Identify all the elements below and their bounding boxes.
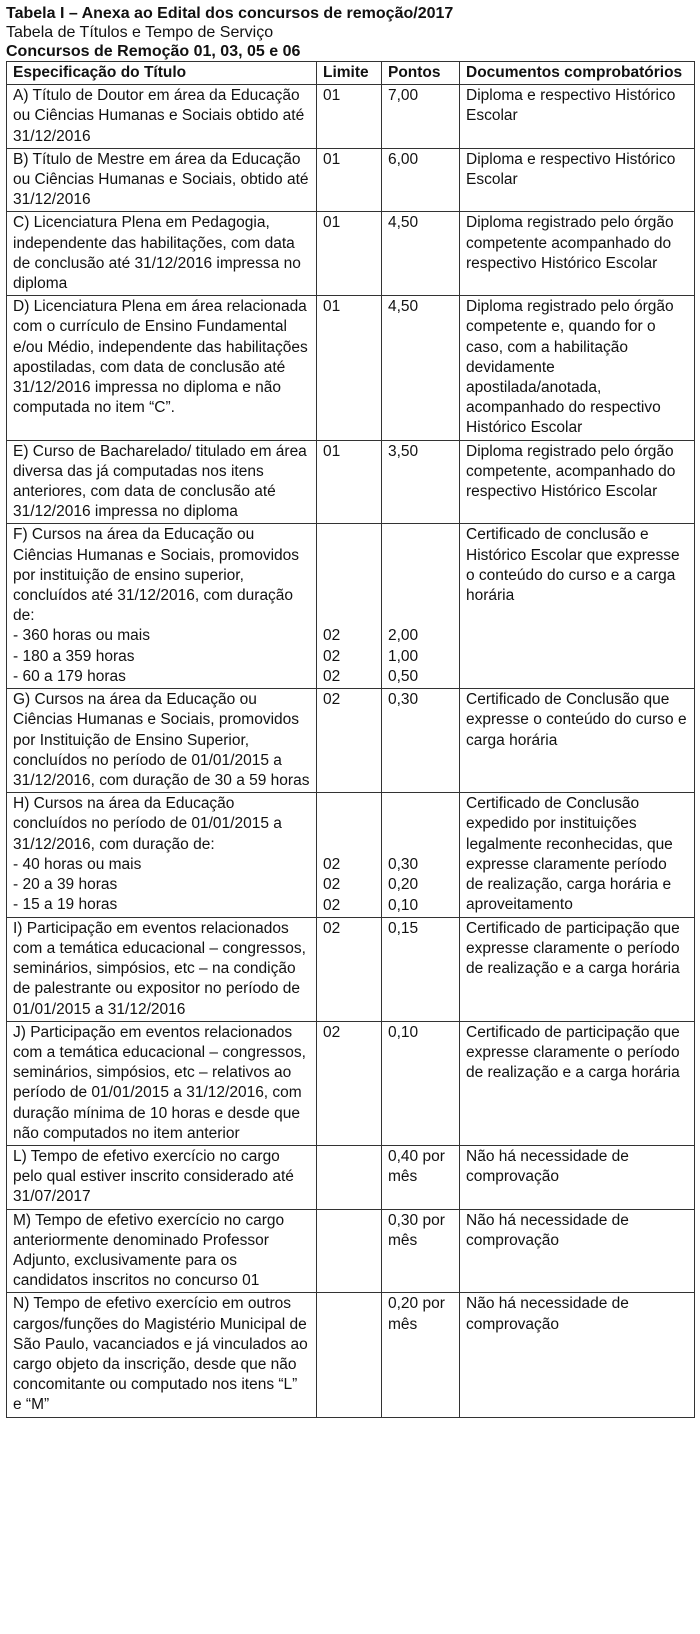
- column-header-limit: Limite: [317, 62, 382, 85]
- table-row: [7, 524, 695, 689]
- cell-limit: [317, 296, 382, 440]
- cell-points-value: 0,30: [388, 691, 419, 709]
- cell-spec: [7, 148, 317, 212]
- cell-limit-value: 02: [323, 1023, 341, 1041]
- cell-points: [382, 524, 460, 689]
- docs-text: Diploma e respectivo Histórico Escolar: [466, 150, 680, 189]
- table-row: [7, 1293, 695, 1417]
- cell-points-value: 6,00: [388, 150, 419, 168]
- cell-points: [382, 85, 460, 149]
- cell-docs: [460, 689, 695, 793]
- cell-limit-value: 01: [323, 442, 341, 460]
- cell-points: [382, 917, 460, 1021]
- cell-points-value: 4,50: [388, 298, 419, 316]
- cell-limit: [317, 1021, 382, 1145]
- spec-text: F) Cursos na área da Educação ou Ciências Humanas e Sociais, promovidos por instituição de ensino superior, concluídos até 31/12/2016, com duração de:: [13, 526, 304, 625]
- cell-spec: [7, 212, 317, 296]
- spec-text: I) Participação em eventos relacionados com a temática educacional – congressos, seminários, simpósios, etc – na condição de palestrante ou expositor no período de 01/01/2015 a 31/12/2016: [13, 919, 311, 1018]
- cell-points: [382, 1021, 460, 1145]
- cell-limit: [317, 689, 382, 793]
- cell-limit-value: 01: [323, 214, 341, 232]
- cell-limit-value: 01: [323, 298, 341, 316]
- cell-limit: [317, 440, 382, 524]
- cell-docs: [460, 524, 695, 689]
- table-row: [7, 296, 695, 440]
- spec-text: L) Tempo de efetivo exercício no cargo pelo qual estiver inscrito considerado até 31/07/2017: [13, 1147, 299, 1206]
- document-title: Tabela I – Anexa ao Edital dos concursos de remoção/2017: [6, 5, 454, 22]
- spec-text: N) Tempo de efetivo exercício em outros cargos/funções do Magistério Municipal de São Paulo, vacanciados e já vinculados ao cargo objeto da inscrição, desde que não concomitante ou computado nos itens “L” e “M”: [13, 1295, 313, 1414]
- table-header-row: [7, 62, 695, 85]
- cell-docs: [460, 793, 695, 918]
- cell-points-value: 4,50: [388, 214, 419, 232]
- cell-limit-value: 02: [323, 627, 341, 645]
- cell-docs: [460, 296, 695, 440]
- cell-spec: [7, 1021, 317, 1145]
- cell-docs: [460, 85, 695, 149]
- column-header-spec: Especificação do Título: [7, 62, 317, 85]
- cell-docs: [460, 440, 695, 524]
- docs-text: Certificado de Conclusão que expresse o conteúdo do curso e carga horária: [466, 691, 691, 749]
- cell-spec: [7, 793, 317, 918]
- cell-limit-value: 01: [323, 150, 341, 168]
- cell-limit: [317, 1293, 382, 1417]
- cell-spec: [7, 917, 317, 1021]
- spec-sub-item: - 360 horas ou mais: [13, 627, 150, 645]
- cell-docs: [460, 1293, 695, 1417]
- table-body: [7, 85, 695, 1417]
- docs-text: Diploma registrado pelo órgão competente acompanhado do respectivo Histórico Escolar: [466, 214, 678, 272]
- cell-points: [382, 1293, 460, 1417]
- column-header-docs: Documentos comprobatórios: [460, 62, 695, 85]
- cell-spec: [7, 524, 317, 689]
- cell-limit: [317, 917, 382, 1021]
- cell-points: [382, 148, 460, 212]
- table-row: [7, 1021, 695, 1145]
- cell-docs: [460, 1209, 695, 1293]
- docs-text: Certificado de conclusão e Histórico Escolar que expresse o conteúdo do curso e a carga horária: [466, 526, 684, 605]
- cell-spec: [7, 296, 317, 440]
- cell-limit: [317, 148, 382, 212]
- spec-sub-item: - 40 horas ou mais: [13, 855, 142, 873]
- cell-docs: [460, 917, 695, 1021]
- cell-points-value: 0,10: [388, 896, 419, 914]
- cell-docs: [460, 1021, 695, 1145]
- cell-points: [382, 296, 460, 440]
- spec-text: B) Título de Mestre em área da Educação ou Ciências Humanas e Sociais, obtido até 31/12/2016: [13, 150, 313, 209]
- spec-sub-item: - 15 a 19 horas: [13, 896, 118, 914]
- cell-spec: [7, 440, 317, 524]
- section-heading: Concursos de Remoção 01, 03, 05 e 06: [6, 43, 301, 60]
- cell-points-value: 1,00: [388, 647, 419, 665]
- cell-limit-value: 02: [323, 919, 341, 937]
- spec-text: H) Cursos na área da Educação concluídos no período de 01/01/2015 a 31/12/2016, com duração de:: [13, 795, 287, 853]
- cell-limit-value: 02: [323, 896, 341, 914]
- cell-points-value: 0,20 por mês: [388, 1295, 450, 1333]
- docs-text: Diploma registrado pelo órgão competente e, quando for o caso, com a habilitação devidamente apostilada/anotada, acompanhado do respectivo Histórico Escolar: [466, 298, 678, 437]
- cell-points: [382, 212, 460, 296]
- cell-points: [382, 1145, 460, 1209]
- table-row: [7, 212, 695, 296]
- cell-spec: [7, 689, 317, 793]
- docs-text: Não há necessidade de comprovação: [466, 1295, 634, 1333]
- cell-docs: [460, 1145, 695, 1209]
- cell-limit-value: 02: [323, 667, 341, 685]
- table-row: [7, 85, 695, 149]
- docs-text: Diploma e respectivo Histórico Escolar: [466, 87, 680, 125]
- table-row: [7, 440, 695, 524]
- docs-text: Diploma registrado pelo órgão competente, acompanhado do respectivo Histórico Escolar: [466, 442, 680, 501]
- cell-limit-value: 02: [323, 647, 341, 665]
- cell-limit: [317, 1209, 382, 1293]
- document-subtitle: Tabela de Títulos e Tempo de Serviço: [6, 24, 274, 41]
- cell-spec: [7, 85, 317, 149]
- cell-limit: [317, 212, 382, 296]
- cell-points-value: 0,30: [388, 856, 419, 874]
- spec-text: D) Licenciatura Plena em área relacionada com o currículo de Ensino Fundamental e/ou Médio, independente das habilitações apostiladas, com data de conclusão até 31/12/2016 impressa no diploma e não computada no item “C”.: [13, 298, 313, 417]
- cell-spec: [7, 1145, 317, 1209]
- cell-points-value: 0,50: [388, 667, 419, 685]
- docs-text: Certificado de Conclusão expedido por instituições legalmente reconhecidas, que expresse claramente período de realização, carga horária e aproveitamento: [466, 795, 678, 914]
- cell-points-value: 0,10: [388, 1023, 419, 1041]
- cell-points-value: 2,00: [388, 627, 419, 645]
- document-page: [6, 4, 694, 1418]
- cell-points-value: 0,20: [388, 876, 419, 894]
- cell-points: [382, 440, 460, 524]
- cell-points-value: 0,30 por mês: [388, 1211, 450, 1249]
- cell-points: [382, 689, 460, 793]
- cell-points-value: 7,00: [388, 87, 419, 105]
- docs-text: Não há necessidade de comprovação: [466, 1211, 634, 1249]
- cell-points-value: 0,15: [388, 919, 419, 937]
- cell-limit-value: 02: [323, 856, 341, 874]
- cell-points-value: 3,50: [388, 442, 419, 460]
- cell-limit: [317, 524, 382, 689]
- titles-table: [6, 61, 695, 1418]
- cell-points-value: 0,40 por mês: [388, 1147, 450, 1186]
- spec-text: G) Cursos na área da Educação ou Ciências Humanas e Sociais, promovidos por Instituição de Ensino Superior, concluídos no período de 01/01/2015 a 31/12/2016, com duração de 30 a 59 horas: [13, 691, 310, 789]
- docs-text: Certificado de participação que expresse claramente o período de realização e a carga horária: [466, 919, 684, 978]
- spec-text: E) Curso de Bacharelado/ titulado em área diversa das já computadas nos itens anteriores, com data de conclusão até 31/12/2016 impressa no diploma: [13, 442, 312, 521]
- cell-docs: [460, 148, 695, 212]
- cell-spec: [7, 1293, 317, 1417]
- table-row: [7, 1209, 695, 1293]
- table-row: [7, 689, 695, 793]
- cell-limit-value: 02: [323, 876, 341, 894]
- table-row: [7, 917, 695, 1021]
- cell-points: [382, 793, 460, 918]
- cell-points: [382, 1209, 460, 1293]
- spec-text: M) Tempo de efetivo exercício no cargo anteriormente denominado Professor Adjunto, exclusivamente para os candidatos inscritos no concurso 01: [13, 1211, 289, 1290]
- cell-limit-value: 02: [323, 691, 341, 709]
- spec-sub-item: - 180 a 359 horas: [13, 647, 135, 665]
- table-row: [7, 1145, 695, 1209]
- table-row: [7, 148, 695, 212]
- cell-limit: [317, 793, 382, 918]
- cell-limit: [317, 1145, 382, 1209]
- docs-text: Não há necessidade de comprovação: [466, 1147, 634, 1186]
- spec-sub-item: - 60 a 179 horas: [13, 667, 126, 685]
- table-row: [7, 793, 695, 918]
- spec-text: A) Título de Doutor em área da Educação ou Ciências Humanas e Sociais obtido até 31/12/2016: [13, 87, 309, 145]
- cell-limit-value: 01: [323, 87, 341, 105]
- cell-limit: [317, 85, 382, 149]
- cell-docs: [460, 212, 695, 296]
- docs-text: Certificado de participação que expresse claramente o período de realização e a carga horária: [466, 1023, 684, 1082]
- cell-spec: [7, 1209, 317, 1293]
- spec-text: C) Licenciatura Plena em Pedagogia, independente das habilitações, com data de conclusão até 31/12/2016 impressa no diploma: [13, 214, 306, 293]
- spec-text: J) Participação em eventos relacionados com a temática educacional – congressos, seminários, simpósios, etc – relativos ao período de 01/01/2015 a 31/12/2016, com duração mínima de 10 horas e desde que não computados no item anterior: [13, 1023, 311, 1142]
- spec-sub-item: - 20 a 39 horas: [13, 875, 118, 893]
- column-header-points: Pontos: [382, 62, 460, 85]
